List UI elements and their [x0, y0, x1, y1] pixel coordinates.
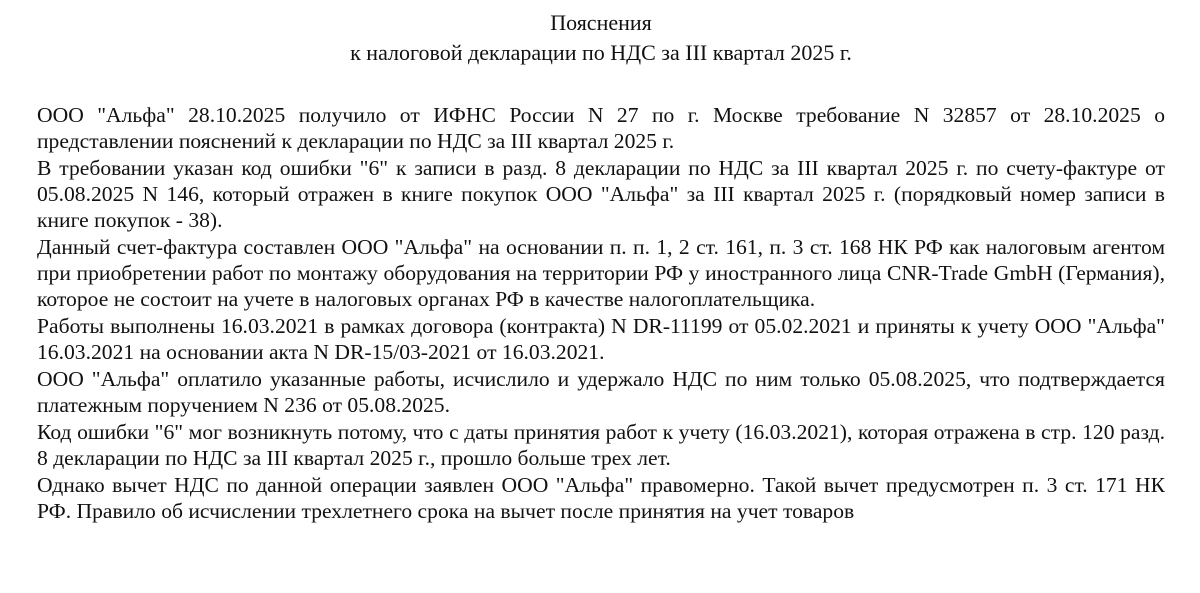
- paragraph-invoice-basis: Данный счет-фактура составлен ООО "Альфа" на основании п. п. 1, 2 ст. 161, п. 3 ст. 168 НК РФ как налоговым агентом при приобретении работ по монтажу оборудования на территории РФ у иностранного лица CNR-Trade GmbH (Германия), которое не состоит на учете в налоговых органах РФ в качестве налогоплательщика.: [37, 235, 1165, 311]
- document-title: Пояснения: [550, 10, 652, 35]
- paragraph-works-completed: Работы выполнены 16.03.2021 в рамках договора (контракта) N DR-11199 от 05.02.2021 и приняты к учету ООО "Альфа" 16.03.2021 на основании акта N DR-15/03-2021 от 16.03.2021.: [37, 314, 1165, 364]
- document-subtitle: к налоговой декларации по НДС за III квартал 2025 г.: [350, 40, 852, 65]
- paragraph-error-code: В требовании указан код ошибки "6" к записи в разд. 8 декларации по НДС за III квартал 2025 г. по счету-фактуре от 05.08.2025 N 146, который отражен в книге покупок ООО "Альфа" за III квартал 2025 г. (порядковый номер записи в книге покупок - 38).: [37, 156, 1165, 232]
- title-spacing: [37, 68, 1165, 102]
- paragraph-payment: ООО "Альфа" оплатило указанные работы, исчислило и удержало НДС по ним только 05.08.2025, что подтверждается платежным поручением N 236 от 05.08.2025.: [37, 367, 1165, 417]
- paragraph-requirement: ООО "Альфа" 28.10.2025 получило от ИФНС России N 27 по г. Москве требование N 32857 от 28.10.2025 о представлении пояснений к декларации по НДС за III квартал 2025 г.: [37, 103, 1165, 153]
- paragraph-error-reason: Код ошибки "6" мог возникнуть потому, что с даты принятия работ к учету (16.03.2021), которая отражена в стр. 120 разд. 8 декларации по НДС за III квартал 2025 г., прошло больше трех лет.: [37, 420, 1165, 470]
- paragraph-deduction-lawful: Однако вычет НДС по данной операции заявлен ООО "Альфа" правомерно. Такой вычет предусмотрен п. 3 ст. 171 НК РФ. Правило об исчислении трехлетнего срока на вычет после принятия на учет товаров: [37, 473, 1165, 523]
- document: [37, 8, 1165, 525]
